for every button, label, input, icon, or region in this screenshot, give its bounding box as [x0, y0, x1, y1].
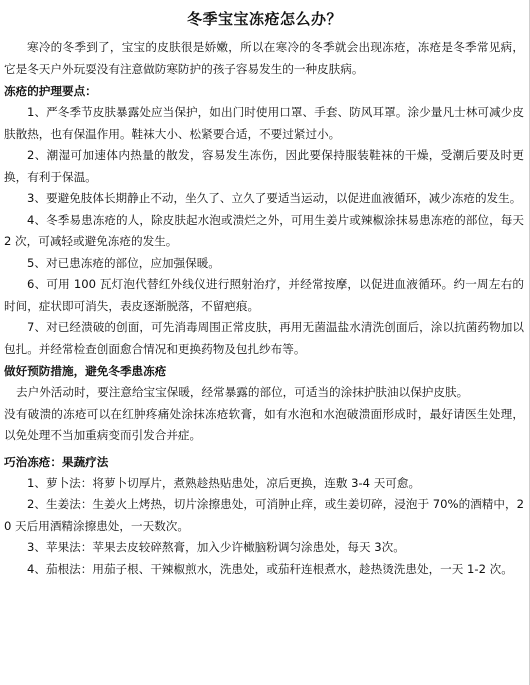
intro-paragraph: 寒冷的冬季到了，宝宝的皮肤很是娇嫩，所以在寒冷的冬季就会出现冻疮，冻疮是冬季常见病，它是冬天户外玩耍没有注意做防寒防护的孩子容易发生的一种皮肤病。 — [4, 40, 524, 76]
remedy-item-3: 3、苹果法：苹果去皮较碎熬膏，加入少许橄脑粉调匀涂患处，每天 3次。 — [27, 540, 405, 554]
section-heading-remedies: 巧治冻疮：果蔬疗法 — [4, 454, 109, 469]
care-item-2: 2、潮湿可加速体内热量的散发，容易发生冻伤，因此要保持服装鞋袜的干燥，受潮后要及时更换，有利于保温。 — [4, 148, 524, 184]
care-item-3: 3、要避免肢体长期静止不动，坐久了、立久了要适当运动，以促进血液循环，减少冻疮的发生。 — [27, 191, 522, 205]
care-item-6: 6、可用 100 瓦灯泡代替红外线仪进行照射治疗，并经常按摩，以促进血液循环。约一周左右的时间，症状即可消失，表皮逐渐脱落，不留疤痕。 — [4, 277, 524, 313]
care-item-4: 4、冬季易患冻疮的人，除皮肤起水泡或溃烂之外，可用生姜片或辣椒涂抹易患冻疮的部位，每天 2 次，可减轻或避免冻疮的发生。 — [4, 212, 524, 248]
care-item-5: 5、对已患冻疮的部位，应加强保暖。 — [27, 255, 220, 270]
section-heading-care: 冻疮的护理要点： — [4, 84, 97, 98]
care-item-7: 7、对已经溃破的创面，可先消毒周围正常皮肤，再用无菌温盐水清洗创面后，涂以抗菌药物加以包扎。并经常检查创面愈合情况和更换药物及包扎纱布等。 — [4, 320, 524, 356]
care-item-1: 1、严冬季节皮肤暴露处应当保护，如出门时使用口罩、手套、防风耳罩。涂少量凡士林可减少皮肤散热，也有保温作用。鞋袜大小、松紧要合适，不要过紧过小。 — [4, 105, 524, 141]
section-heading-prevention: 做好预防措施，避免冬季患冻疮 — [4, 364, 167, 378]
remedy-item-4: 4、茄根法：用茄子根、干辣椒煎水，洗患处，或茄秆连根煮水，趁热烫洗患处，一天 1-2 次。 — [27, 561, 513, 576]
remedy-item-2: 2、生姜法：生姜火上烤热，切片涂擦患处，可消肿止痒，或生姜切碎，浸泡于 70%的酒精中，20 天后用酒精涂擦患处，一天数次。 — [4, 497, 524, 533]
article-title: 冬季宝宝冻疮怎么办？ — [186, 10, 342, 28]
prevention-paragraph-2: 没有破溃的冻疮可以在红肿疼痛处涂抹冻疮软膏，如有水泡和水泡破溃面形成时，最好请医生处理，以免处理不当加重病变而引发合并症。 — [4, 406, 524, 442]
prevention-paragraph-1: 去户外活动时，要注意给宝宝保暖，经常暴露的部位，可适当的涂抹护肤油以保护皮肤。 — [16, 385, 469, 399]
remedy-item-1: 1、萝卜法：将萝卜切厚片，煮熟趁热贴患处，凉后更换，连敷 3-4 天可愈。 — [27, 475, 421, 490]
